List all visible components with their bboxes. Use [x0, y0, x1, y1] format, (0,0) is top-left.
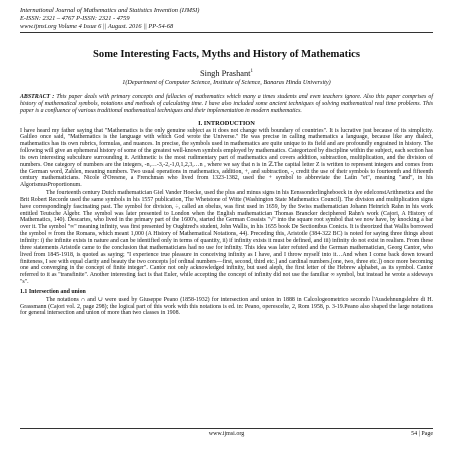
intro-paragraph-1: I have heard my father saying that "Mathematics is the only genuine subject as it does not change with boundary of countries". It is lucrative just because of its simplicity. Galileo once said, "Mathematics is the language with which God wrote the Universe." He was precise in calling mathematics a language, because like any dialect, mathematics has its own rubrics, formulas, and nuances. In precise, the symbols used in mathematics are quite unique to its field and are profoundly engrained in history. The following will give an ephemeral history of some of the greatest well-known symbols employed by mathematics. Categorized by discipline within the subject, each section has its own interesting subculture surrounding it. Arithmetic is the most rudimentary part of mathematics and covers addition, subtraction, multiplication, and the division of numbers. One category of numbers are the integers, -n,…-3,-2,-1,0,1,2,3,…n , where we say that n is in ℤ.The capital letter Z is written to represent integers and comes from the German word, Zahlen, meaning numbers. Two usual operations in mathematics, addition, +, and subtraction, -, credit the use of their symbols to fourteenth and fifteenth century mathematicians. Nicole d'Oresme, a Frenchman who lived from 1323-1382, used the + symbol to abbreviate the Latin "et", meaning "and", in his AlgorismusProportionum. — [20, 127, 433, 189]
journal-issue: www.ijmsi.org Volume 4 Issue 6 || August. 2016 || PP-54-68 — [20, 22, 174, 30]
section-heading-introduction: I. INTRODUCTION — [198, 119, 255, 127]
paper-title: Some Interesting Facts, Myths and History of Mathematics — [93, 49, 360, 61]
abstract-text: This paper deals with primary concepts and fallacies of mathematics which many a times students and even teachers ignore. Also this paper comprises of history of mathematical symbols, notations and methods of calculating time. I have also included some ancient techniques of solving mathematical real time problems. This paper is a confluence of various traditional mathematical techniques and their implementation in modern mathematics. — [20, 94, 433, 114]
abstract-label: ABSTRACT : — [20, 94, 55, 101]
abstract — [20, 94, 433, 114]
footer-rule — [20, 428, 433, 429]
journal-header — [20, 7, 433, 30]
paper-page — [20, 7, 433, 317]
author-name: Singh Prashant — [200, 69, 251, 79]
author-superscript: 1 — [250, 69, 253, 75]
page-number: 54 | Page — [411, 431, 433, 437]
intro-paragraph-2: The fourteenth century Dutch mathematician Giel Vander Hoecke, used the plus and minus signs in his Eenssonderlingheboeck in dye edelconstArithmetica and the Brit Robert Recorde used the same symbols in his 1557 publication, The Whetstone of Witte (Washington State Mathematics Council). The division and multiplication signs have correspondingly fascinating past. The symbol for division, ÷, called an obelus, was first used in 1659, by the Swiss mathematician Johann Heinrich Rahn in his work entitled Teutsche Algebr. The symbol was later presented to London when the English mathematician Thomas Brancker deciphered Rahn's work (Cajori, A History of Mathematics, 140). Descartes, who lived in the primary part of the 1600's, started the German Cossists "√" into the square root symbol that we now have, by knocking a bar over it. The symbol "∞" meaning infinity, was first presented by Oughtred's student, John Wallis, in his 1655 book De Sectionibus Conicis. It is theorized that Wallis borrowed the symbol ∞ from the Romans, which meant 1,000 (A History of Mathematical Notations, 44). Preceding this, Aristotle (384-322 BC) is noted for saying three things about infinity: i) the infinite exists in nature and can be identified only in terms of quantity, ii) if infinity exists it must be defined, and iii) infinity do not exist in realism. From these three statements Aristotle came to the conclusion that mathematicians had no use for infinity. This idea was later refuted and the German mathematician, Georg Cantor, who lived from 1845-1918, is quoted as saying; "I experience true pleasure in conceiving infinity as I have, and I throw myself into it…And when I come back down toward finiteness, I see with equal clarity and beauty the two concepts [of ordinal numbers—first, second, third etc.] and cardinal numbers.[one, two, three etc.]) once more becoming one and converging in the concept of finite integer". Cantor not only acknowledged infinity, but used aleph, the first letter of the Hebrew alphabet, as its symbol. Cantor referred to it as "transfinite". Another interesting fact is that Euler, while accepting the concept of infinity did not use the familiar ∞ symbol, but instead he wrote a sideways "s". — [20, 190, 433, 286]
page-footer — [20, 428, 433, 439]
subsection-heading: 1.1 Intersection and union — [20, 288, 86, 295]
subsection-paragraph: The notations ∩ and ∪ were used by Giuseppe Peano (1858-1932) for intersection and union in 1888 in Calcologeometrico secondo l'Ausdehnungslehre di H. Grassmann (Cajori vol. 2, page 298); the logical part of this work with this notations is ed. in: Peano, operescelte, 2, Rom 1958, p. 3-19.Peano also shaped the large notations for general intersection and union of more than two classes in 1908. — [20, 296, 433, 317]
footer-url: www.ijmsi.org — [208, 431, 245, 437]
author-affiliation: 1(Department of Computer Science, Institute of Science, Banaras Hindu University) — [122, 79, 331, 87]
journal-issn: E-ISSN: 2321 – 4767 P-ISSN: 2321 - 4759 — [20, 14, 130, 22]
body-text — [20, 128, 433, 318]
journal-name: International Journal of Mathematics and Statistics Invention (IJMSI) — [20, 7, 200, 14]
header-rule — [20, 32, 433, 33]
author-line — [20, 69, 433, 78]
